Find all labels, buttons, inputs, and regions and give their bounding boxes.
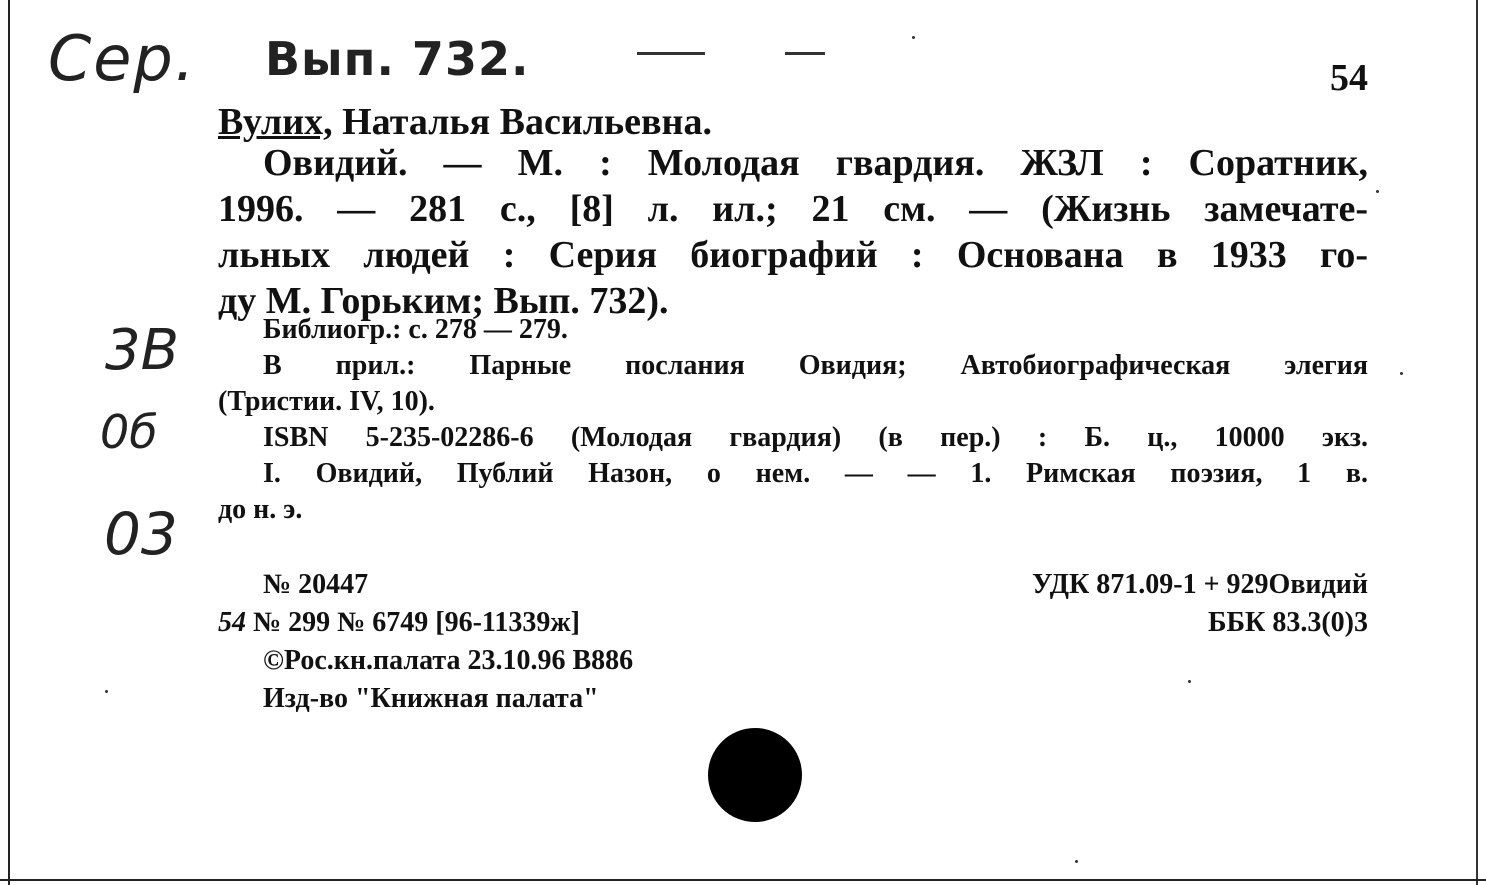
publisher-line: Изд-во "Книжная палата" (263, 683, 599, 714)
handwritten-issue-note: Вып. 732. (265, 32, 530, 86)
bbk-code: ББК 83.3(0)3 (1208, 607, 1368, 638)
description-line: ду М. Горьким; Вып. 732). (218, 280, 669, 322)
description-line: 1996. — 281 с., [8] л. ил.; 21 см. — (Жизнь замечате- (218, 188, 1368, 230)
registration-rest: № 299 № 6749 [96-11339ж] (253, 607, 581, 638)
registration-block (218, 566, 633, 718)
pencil-dash (637, 52, 705, 55)
subject-headings: I. Овидий, Публий Назон, о нем. — — 1. Римская поэзия, 1 в. (263, 458, 1368, 489)
author-given-names: Наталья Васильевна. (342, 101, 712, 143)
appendix-note-cont: (Тристии. IV, 10). (218, 386, 435, 417)
scan-speck (1400, 372, 1403, 375)
scan-speck (1188, 680, 1191, 683)
card-number: 54 (1330, 57, 1368, 99)
card-punch-hole (708, 728, 802, 822)
handwritten-series-mark: Сер. (48, 22, 197, 95)
description-line: Овидий. — М. : Молодая гвардия. ЖЗЛ : Соратник, (263, 142, 1368, 184)
card-edge-bottom (0, 879, 1486, 881)
handwritten-margin-mark: 3В (105, 318, 180, 383)
notes-block (218, 312, 1368, 528)
scan-speck (912, 36, 915, 39)
isbn-line: ISBN 5-235-02286-6 (Молодая гвардия) (в пер.) : Б. ц., 10000 экз. (263, 422, 1368, 453)
author-surname: Вулих, (218, 101, 333, 143)
scan-speck (1376, 190, 1379, 193)
udk-code: УДК 871.09-1 + 929Овидий (1031, 569, 1368, 600)
card-edge-right (1476, 0, 1478, 885)
scan-speck (1075, 860, 1078, 863)
pencil-dash (785, 52, 825, 55)
record-number: № 20447 (263, 569, 369, 600)
appendix-note: В прил.: Парные послания Овидия; Автобиографическая элегия (263, 350, 1368, 381)
registration-numbers (218, 604, 633, 642)
description-line: льных людей : Серия биографий : Основана в 1933 го- (218, 234, 1368, 276)
bibliographic-description (218, 140, 1368, 324)
scan-speck (105, 690, 108, 693)
card-edge-left (8, 0, 10, 885)
classification-block (1032, 566, 1368, 642)
registration-prefix: 54 (218, 607, 246, 638)
author-heading (218, 100, 712, 144)
handwritten-margin-mark: 0б (100, 405, 158, 459)
bibliography-note: Библиогр.: с. 278 — 279. (263, 314, 568, 345)
book-chamber-stamp: ©Рос.кн.палата 23.10.96 В886 (263, 645, 634, 676)
handwritten-margin-mark: 03 (104, 500, 178, 568)
subject-headings-cont: до н. э. (218, 494, 303, 525)
